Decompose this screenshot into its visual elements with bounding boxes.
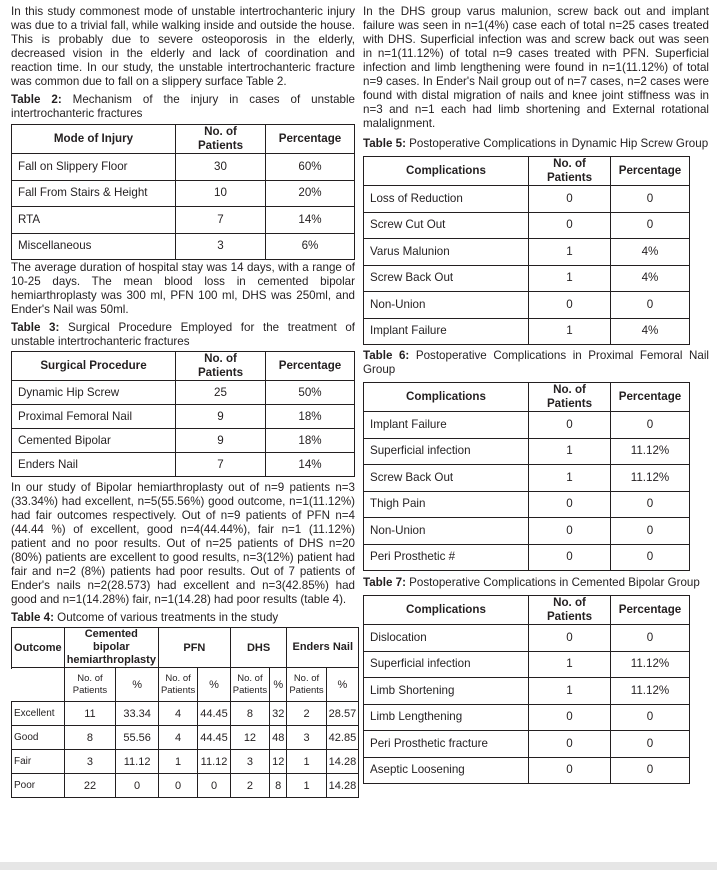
table-cell: 2: [287, 702, 326, 726]
table-cell: Miscellaneous: [12, 233, 176, 260]
table-cell: Screw Back Out: [364, 265, 529, 292]
paragraph-injury-mode: In this study commonest mode of unstable intertrochanteric injury was due to a trivial fall, while walking inside and outside the house. This is probably due to severe osteoporosis in the elderly, decreased vision in the elderly and lack of coordination and reaction time. In our study, the unstable intertrochanteric fracture was common due to fall on a slippery surface Table 2.: [11, 5, 355, 88]
table-cell: 3: [64, 750, 116, 774]
table-cell: 0: [611, 186, 690, 213]
column-header: No. of Patients: [529, 383, 611, 412]
table-row: [364, 704, 690, 731]
table-cell: Proximal Femoral Nail: [12, 405, 176, 429]
table-cell: 3: [176, 233, 266, 260]
table-cell: 10: [176, 180, 266, 207]
table-cell: Fall From Stairs & Height: [12, 180, 176, 207]
table-cell: Fair: [12, 750, 65, 774]
table-cell: Thigh Pain: [364, 491, 529, 518]
table-cell: 0: [611, 491, 690, 518]
table-row: [364, 212, 690, 239]
table-row: [364, 731, 690, 758]
table-cell: 14%: [266, 207, 355, 234]
table-cell: 30: [176, 154, 266, 181]
table-row: [364, 438, 690, 465]
table-header-row: [364, 383, 690, 412]
table-cell: Non-Union: [364, 518, 529, 545]
table-cell: 2: [230, 774, 269, 798]
table-cell: 12: [270, 750, 287, 774]
table-cell: 18%: [266, 405, 355, 429]
table-cell: 7: [176, 207, 266, 234]
table-subheader-row: [12, 668, 359, 702]
table3: [11, 351, 355, 477]
table7-title: Postoperative Complications in Cemented Bipolar Group: [405, 576, 700, 589]
column-subheader: No. of Patients: [230, 668, 269, 702]
table-row: [12, 726, 359, 750]
table3-title: Surgical Procedure Employed for the treatment of unstable intertrochanteric fractures: [11, 321, 355, 348]
table-row: [364, 186, 690, 213]
table-cell: Implant Failure: [364, 318, 529, 345]
table-cell: 32: [270, 702, 287, 726]
table-row: [12, 154, 355, 181]
column-header: Percentage: [611, 383, 690, 412]
table-cell: 12: [230, 726, 269, 750]
table-cell: 0: [529, 625, 611, 652]
table4: [11, 627, 359, 798]
table-row: [364, 544, 690, 571]
table6-title: Postoperative Complications in Proximal Femoral Nail Group: [363, 349, 709, 376]
table-cell: 9: [176, 429, 266, 453]
table-cell: 0: [529, 518, 611, 545]
table-cell: 0: [529, 412, 611, 439]
table-cell: Implant Failure: [364, 412, 529, 439]
table-cell: Dynamic Hip Screw: [12, 381, 176, 405]
table-cell: 18%: [266, 429, 355, 453]
table-header-row: [12, 125, 355, 154]
table4-title: Outcome of various treatments in the study: [53, 611, 279, 624]
table2-label: Table 2:: [11, 93, 62, 106]
column-header-group: PFN: [158, 628, 230, 668]
table-cell: Varus Malunion: [364, 239, 529, 266]
table-row: [12, 180, 355, 207]
table-cell: 0: [116, 774, 159, 798]
paragraph-complications: In the DHS group varus malunion, screw back out and implant failure was seen in n=1(4%) case each of total n=25 cases treated with DHS. Superficial infection was and screw back out was seen in n=1(11.12%) of total n=9 cases treated with PFN. Superficial infection and limb lengthening were found in n=1(11.12%) of total n=9 cases. In Ender's Nail group out of n=7 cases, n=2 cases were found with distal migration of nails and knee joint stiffness was in n=3 and n=1 each had limb shortening and External rotational malalignment.: [363, 5, 709, 130]
table-cell: 4: [158, 726, 197, 750]
table-row: [12, 453, 355, 477]
table-row: [12, 774, 359, 798]
table-row: [12, 429, 355, 453]
table-row: [364, 292, 690, 319]
table-cell: 0: [529, 491, 611, 518]
table-header-row: [364, 596, 690, 625]
table-cell: 7: [176, 453, 266, 477]
column-header: Surgical Procedure: [12, 352, 176, 381]
table-row: [364, 265, 690, 292]
table-cell: Limb Lengthening: [364, 704, 529, 731]
table-cell: Dislocation: [364, 625, 529, 652]
table-cell: 11.12: [198, 750, 231, 774]
right-column: [363, 5, 709, 784]
table-cell: 1: [529, 465, 611, 492]
column-header-group: DHS: [230, 628, 287, 668]
column-header: Complications: [364, 383, 529, 412]
table-cell: Aseptic Loosening: [364, 757, 529, 784]
column-header: Percentage: [266, 125, 355, 154]
table5-label: Table 5:: [363, 137, 406, 150]
column-header: Complications: [364, 157, 529, 186]
column-header: No. of Patients: [176, 352, 266, 381]
column-header: Mode of Injury: [12, 125, 176, 154]
table-cell: 0: [529, 186, 611, 213]
table-row: [364, 518, 690, 545]
table-cell: 0: [611, 704, 690, 731]
table-cell: 0: [529, 544, 611, 571]
table-cell: 11.12%: [611, 438, 690, 465]
table-row: [364, 465, 690, 492]
table-cell: 48: [270, 726, 287, 750]
table-row: [12, 405, 355, 429]
table-cell: 0: [529, 292, 611, 319]
table6: [363, 382, 690, 571]
table-row: [364, 651, 690, 678]
table-cell: 1: [287, 774, 326, 798]
column-subheader: %: [326, 668, 359, 702]
table-cell: Cemented Bipolar: [12, 429, 176, 453]
table-row: [12, 702, 359, 726]
table-cell: 0: [611, 292, 690, 319]
column-subheader: %: [270, 668, 287, 702]
table4-caption: [11, 611, 355, 625]
table-cell: 42.85: [326, 726, 359, 750]
table-cell: Poor: [12, 774, 65, 798]
table-row: [364, 412, 690, 439]
table-cell: 4%: [611, 265, 690, 292]
table-cell: 4%: [611, 239, 690, 266]
table-row: [364, 757, 690, 784]
column-header: Percentage: [611, 596, 690, 625]
table-cell: 3: [287, 726, 326, 750]
table7: [363, 595, 690, 784]
table-cell: Non-Union: [364, 292, 529, 319]
table5-title: Postoperative Complications in Dynamic Hip Screw Group: [405, 137, 709, 150]
column-header: Percentage: [611, 157, 690, 186]
column-header: No. of Patients: [529, 157, 611, 186]
table-row: [364, 625, 690, 652]
table-cell: 0: [611, 757, 690, 784]
table-cell: 1: [529, 318, 611, 345]
table-cell: Excellent: [12, 702, 65, 726]
table-cell: 9: [176, 405, 266, 429]
table-cell: 14.28: [326, 750, 359, 774]
table4-label: Table 4:: [11, 611, 54, 624]
column-header-group: Enders Nail: [287, 628, 359, 668]
table-cell: Limb Shortening: [364, 678, 529, 705]
table6-caption: [363, 349, 709, 377]
column-subheader: %: [116, 668, 159, 702]
left-column: [11, 5, 355, 798]
table-cell: Screw Cut Out: [364, 212, 529, 239]
table-header-row: [364, 157, 690, 186]
table2: [11, 124, 355, 260]
table-cell: 22: [64, 774, 116, 798]
table-cell: 0: [529, 212, 611, 239]
table-cell: 0: [529, 704, 611, 731]
table3-label: Table 3:: [11, 321, 60, 334]
table-cell: 0: [611, 625, 690, 652]
page-footer-bar: [0, 862, 717, 870]
column-header-outcome: Outcome: [12, 628, 65, 668]
table-cell: RTA: [12, 207, 176, 234]
table-cell: 0: [158, 774, 197, 798]
table6-label: Table 6:: [363, 349, 410, 362]
column-subheader: %: [198, 668, 231, 702]
table-cell: 60%: [266, 154, 355, 181]
table-cell: Good: [12, 726, 65, 750]
table-cell: 8: [230, 702, 269, 726]
table-cell: 14%: [266, 453, 355, 477]
table-cell: 11.12: [116, 750, 159, 774]
table2-caption: [11, 93, 355, 121]
table-cell: 1: [529, 438, 611, 465]
table7-label: Table 7:: [363, 576, 406, 589]
table-row: [12, 233, 355, 260]
table-row: [364, 491, 690, 518]
table-cell: 0: [611, 212, 690, 239]
table-cell: 3: [230, 750, 269, 774]
paragraph-outcomes: In our study of Bipolar hemiarthroplasty out of n=9 patients n=3 (33.34%) had excellent, n=5(55.56%) good outcome, n=1(11.12%) had fair outcomes respectively. Out of n=9 patients of PFN n=4 (44.44 %) of excellent, good n=4(44.44%), fair n=1 (11.12%) patient and no poor results. Out of n=25 patients of DHS n=20 (80%) patients are excellent to good results, n=3(12%) patient had fair and n=2 (8%) patients had poor results. Out of 7 patients of Ender's nails n=2(28.573) had excellent and n=3(42.85%) had good and n=1(14.28%) fair, n=1(14.28) had poor results (table 4).: [11, 481, 355, 606]
table-cell: 0: [611, 731, 690, 758]
table-cell: 8: [270, 774, 287, 798]
table-cell: 1: [287, 750, 326, 774]
table-cell: Screw Back Out: [364, 465, 529, 492]
table-cell: 0: [611, 544, 690, 571]
table-cell: 1: [529, 651, 611, 678]
table-row: [12, 207, 355, 234]
table-cell: 8: [64, 726, 116, 750]
table-cell: Superficial infection: [364, 438, 529, 465]
table-cell: 55.56: [116, 726, 159, 750]
column-header: Percentage: [266, 352, 355, 381]
table-header-row: [12, 352, 355, 381]
table-header-row: [12, 628, 359, 668]
table-cell: 4: [158, 702, 197, 726]
table-cell: 1: [529, 265, 611, 292]
table-cell: 14.28: [326, 774, 359, 798]
paragraph-hospital-stay: The average duration of hospital stay was 14 days, with a range of 10-25 days. The mean blood loss in cemented bipolar hemiarthroplasty was 300 ml, PFN 100 ml, DHS was 250ml, and Ender's Nail was 50ml.: [11, 261, 355, 316]
table-row: [12, 750, 359, 774]
column-subheader: No. of Patients: [287, 668, 326, 702]
table-row: [364, 239, 690, 266]
table-cell: 20%: [266, 180, 355, 207]
table-cell: 28.57: [326, 702, 359, 726]
column-header: No. of Patients: [529, 596, 611, 625]
table-cell: 0: [611, 518, 690, 545]
table-cell: 0: [529, 731, 611, 758]
table-cell: 11.12%: [611, 651, 690, 678]
table-cell: 50%: [266, 381, 355, 405]
column-subheader: No. of Patients: [64, 668, 116, 702]
table-cell: Peri Prosthetic fracture: [364, 731, 529, 758]
table-cell: 33.34: [116, 702, 159, 726]
table-cell: 0: [611, 412, 690, 439]
table-cell-empty: [12, 668, 65, 702]
table-cell: 44.45: [198, 702, 231, 726]
table3-caption: [11, 321, 355, 349]
column-header: Complications: [364, 596, 529, 625]
table5-caption: [363, 137, 709, 151]
table-cell: 25: [176, 381, 266, 405]
column-header-group: Cemented bipolar hemiarthroplasty: [64, 628, 158, 668]
table-cell: 11: [64, 702, 116, 726]
table-row: [12, 381, 355, 405]
table-cell: 44.45: [198, 726, 231, 750]
table-cell: 1: [529, 678, 611, 705]
table-cell: 11.12%: [611, 465, 690, 492]
table-cell: 0: [198, 774, 231, 798]
table-row: [364, 678, 690, 705]
table-cell: 0: [529, 757, 611, 784]
table-cell: 1: [529, 239, 611, 266]
table-cell: Loss of Reduction: [364, 186, 529, 213]
table-cell: 4%: [611, 318, 690, 345]
table-cell: Superficial infection: [364, 651, 529, 678]
table7-caption: [363, 576, 709, 590]
table-cell: Peri Prosthetic #: [364, 544, 529, 571]
table2-title: Mechanism of the injury in cases of unstable intertrochanteric fractures: [11, 93, 355, 120]
table-cell: 11.12%: [611, 678, 690, 705]
column-subheader: No. of Patients: [158, 668, 197, 702]
table-cell: Enders Nail: [12, 453, 176, 477]
table-cell: 6%: [266, 233, 355, 260]
table5: [363, 156, 690, 345]
table-cell: Fall on Slippery Floor: [12, 154, 176, 181]
table-cell: 1: [158, 750, 197, 774]
column-header: No. of Patients: [176, 125, 266, 154]
table-row: [364, 318, 690, 345]
